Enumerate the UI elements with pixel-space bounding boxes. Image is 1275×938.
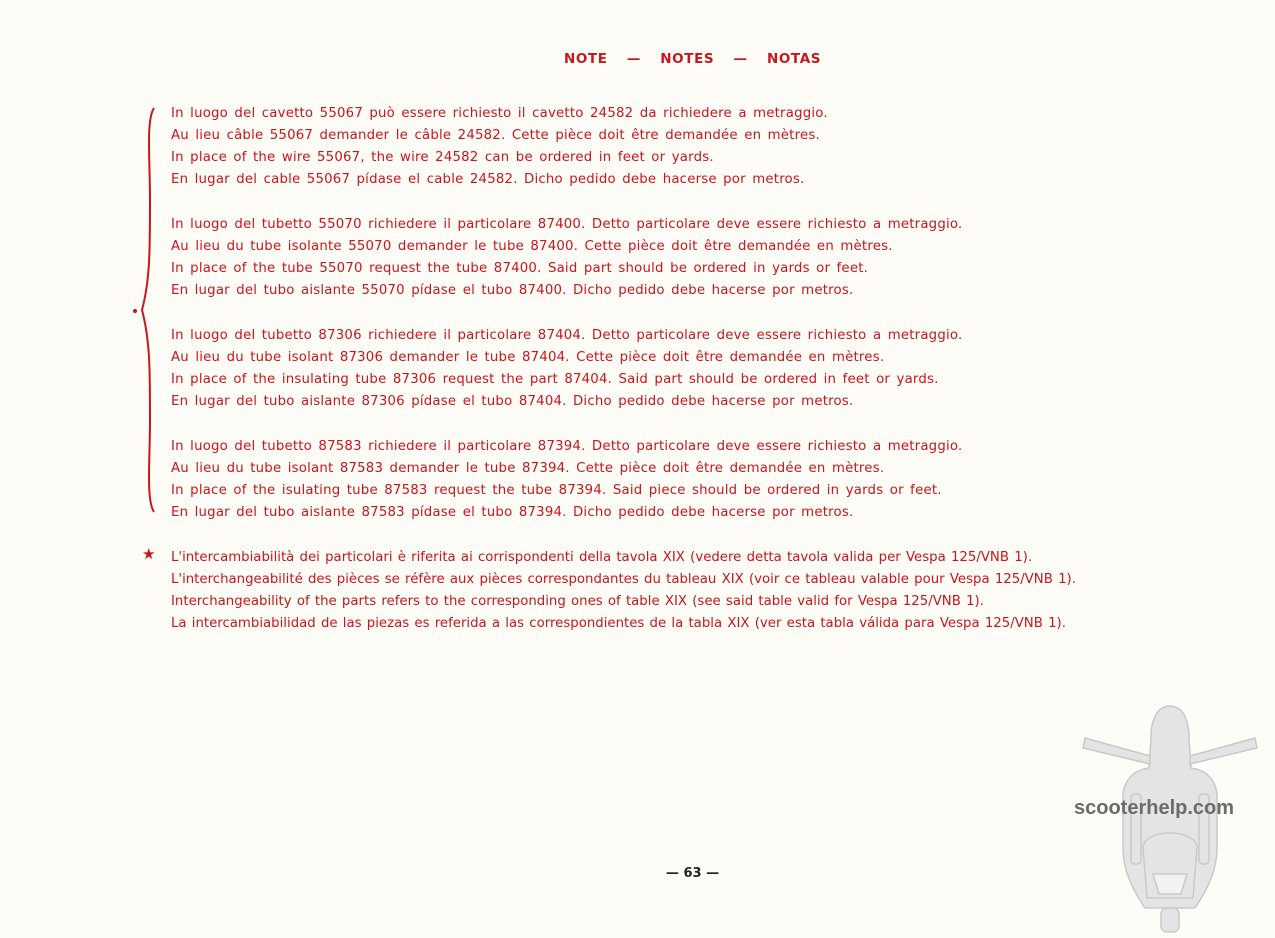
note-line: In place of the tube 55070 request the tube 87400. Said part should be ordered in yards or feet. (171, 261, 869, 276)
heading-note: NOTE (563, 51, 608, 67)
note-line: Au lieu du tube isolante 55070 demander le tube 87400. Cette pièce doit être demandée en mètres. (171, 239, 893, 254)
note-line: In place of the wire 55067, the wire 24582 can be ordered in feet or yards. (171, 150, 714, 165)
note-line: En lugar del cable 55067 pídase el cable 24582. Dicho pedido debe hacerse por metros. (171, 172, 805, 187)
note-line: En lugar del tubo aislante 55070 pídase el tubo 87400. Dicho pedido debe hacerse por metros. (171, 283, 854, 298)
note-line: L'interchangeabilité des pièces se réfère aux pièces correspondantes du tableau XIX (voir ce tableau valable pour Vespa 125/VNB 1). (171, 572, 1076, 587)
watermark-text: scooterhelp.com (1074, 797, 1235, 819)
note-line: Interchangeability of the parts refers to the corresponding ones of table XIX (see said table valid for Vespa 125/VNB 1). (171, 594, 984, 609)
brace-dot (133, 309, 137, 313)
note-line: In luogo del tubetto 87306 richiedere il particolare 87404. Detto particolare deve essere richiesto a metraggio. (171, 328, 963, 343)
note-line: In place of the insulating tube 87306 request the part 87404. Said part should be ordered in feet or yards. (171, 372, 939, 387)
note-line: En lugar del tubo aislante 87583 pídase el tubo 87394. Dicho pedido debe hacerse por metros. (171, 505, 854, 520)
note-line: Au lieu du tube isolant 87306 demander le tube 87404. Cette pièce doit être demandée en mètres. (171, 350, 885, 365)
page-heading (0, 51, 1275, 67)
heading-separator: — (733, 51, 748, 67)
note-line: In luogo del tubetto 87583 richiedere il particolare 87394. Detto particolare deve essere richiesto a metraggio. (171, 439, 963, 454)
note-line: Au lieu du tube isolant 87583 demander le tube 87394. Cette pièce doit être demandée en mètres. (171, 461, 885, 476)
note-line: En lugar del tubo aislante 87306 pídase el tubo 87404. Dicho pedido debe hacerse por metros. (171, 394, 854, 409)
grouping-brace (132, 100, 162, 520)
note-line: In luogo del tubetto 55070 richiedere il particolare 87400. Detto particolare deve essere richiesto a metraggio. (171, 217, 963, 232)
heading-notes: NOTES (660, 51, 715, 67)
note-line: In place of the isulating tube 87583 request the tube 87394. Said piece should be ordered in yards or feet. (171, 483, 942, 498)
page-number: — 63 — (665, 866, 720, 881)
note-line: La intercambiabilidad de las piezas es referida a las correspondientes de la tabla XIX (ver esta tabla válida para Vespa 125/VNB 1). (171, 616, 1066, 631)
star-icon: ★ (142, 545, 156, 563)
heading-separator: — (626, 51, 641, 67)
note-line: Au lieu câble 55067 demander le câble 24582. Cette pièce doit être demandée en mètres. (171, 128, 820, 143)
heading-notas: NOTAS (766, 51, 822, 67)
note-line: L'intercambiabilità dei particolari è riferita ai corrispondenti della tavola XIX (vedere detta tavola valida per Vespa 125/VNB 1). (171, 550, 1033, 565)
note-line: In luogo del cavetto 55067 può essere richiesto il cavetto 24582 da richiedere a metraggio. (171, 106, 828, 121)
